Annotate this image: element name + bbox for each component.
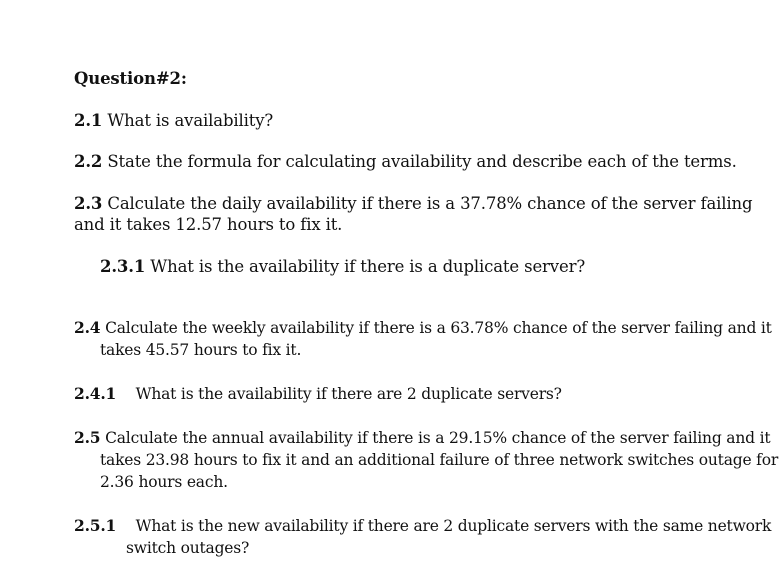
question-2-1 [74, 110, 273, 132]
question-number: 2.1 [74, 111, 103, 130]
question-2-3-line-1 [74, 193, 752, 215]
question-2-5-1-line-1 [74, 515, 771, 537]
question-number: 2.5 [74, 428, 101, 447]
question-number: 2.3.1 [100, 257, 146, 276]
question-2-5-line-2: takes 23.98 hours to fix it and an additional failure of three network switches outage for [100, 451, 779, 469]
question-number: 2.4.1 [74, 384, 117, 403]
question-title: Question#2: [74, 69, 187, 88]
question-2-2 [74, 151, 737, 173]
question-2-5-1-line-2: switch outages? [126, 539, 250, 557]
question-text: What is the availability if there are 2 duplicate servers? [135, 385, 562, 403]
question-text: Calculate the daily availability if there is a 37.78% chance of the server failing [107, 194, 753, 213]
question-2-4-1 [74, 383, 562, 405]
question-number: 2.5.1 [74, 516, 117, 535]
question-2-3-1 [100, 256, 585, 278]
question-2-5-line-3: 2.36 hours each. [100, 473, 228, 491]
question-2-3-line-2: and it takes 12.57 hours to fix it. [74, 215, 343, 234]
question-text: Calculate the annual availability if there is a 29.15% chance of the server failing and it [105, 429, 771, 447]
question-text: State the formula for calculating availability and describe each of the terms. [107, 152, 737, 171]
question-number: 2.2 [74, 152, 103, 171]
question-text: What is the availability if there is a duplicate server? [150, 257, 586, 276]
question-2-5-line-1 [74, 427, 770, 449]
question-text: What is the new availability if there are 2 duplicate servers with the same network [135, 517, 772, 535]
question-2-4-line-2: takes 45.57 hours to fix it. [100, 341, 302, 359]
question-number: 2.4 [74, 318, 101, 337]
question-text: What is availability? [107, 111, 274, 130]
question-number: 2.3 [74, 194, 103, 213]
question-text: Calculate the weekly availability if there is a 63.78% chance of the server failing and it [105, 319, 772, 337]
question-2-4-line-1 [74, 317, 772, 339]
